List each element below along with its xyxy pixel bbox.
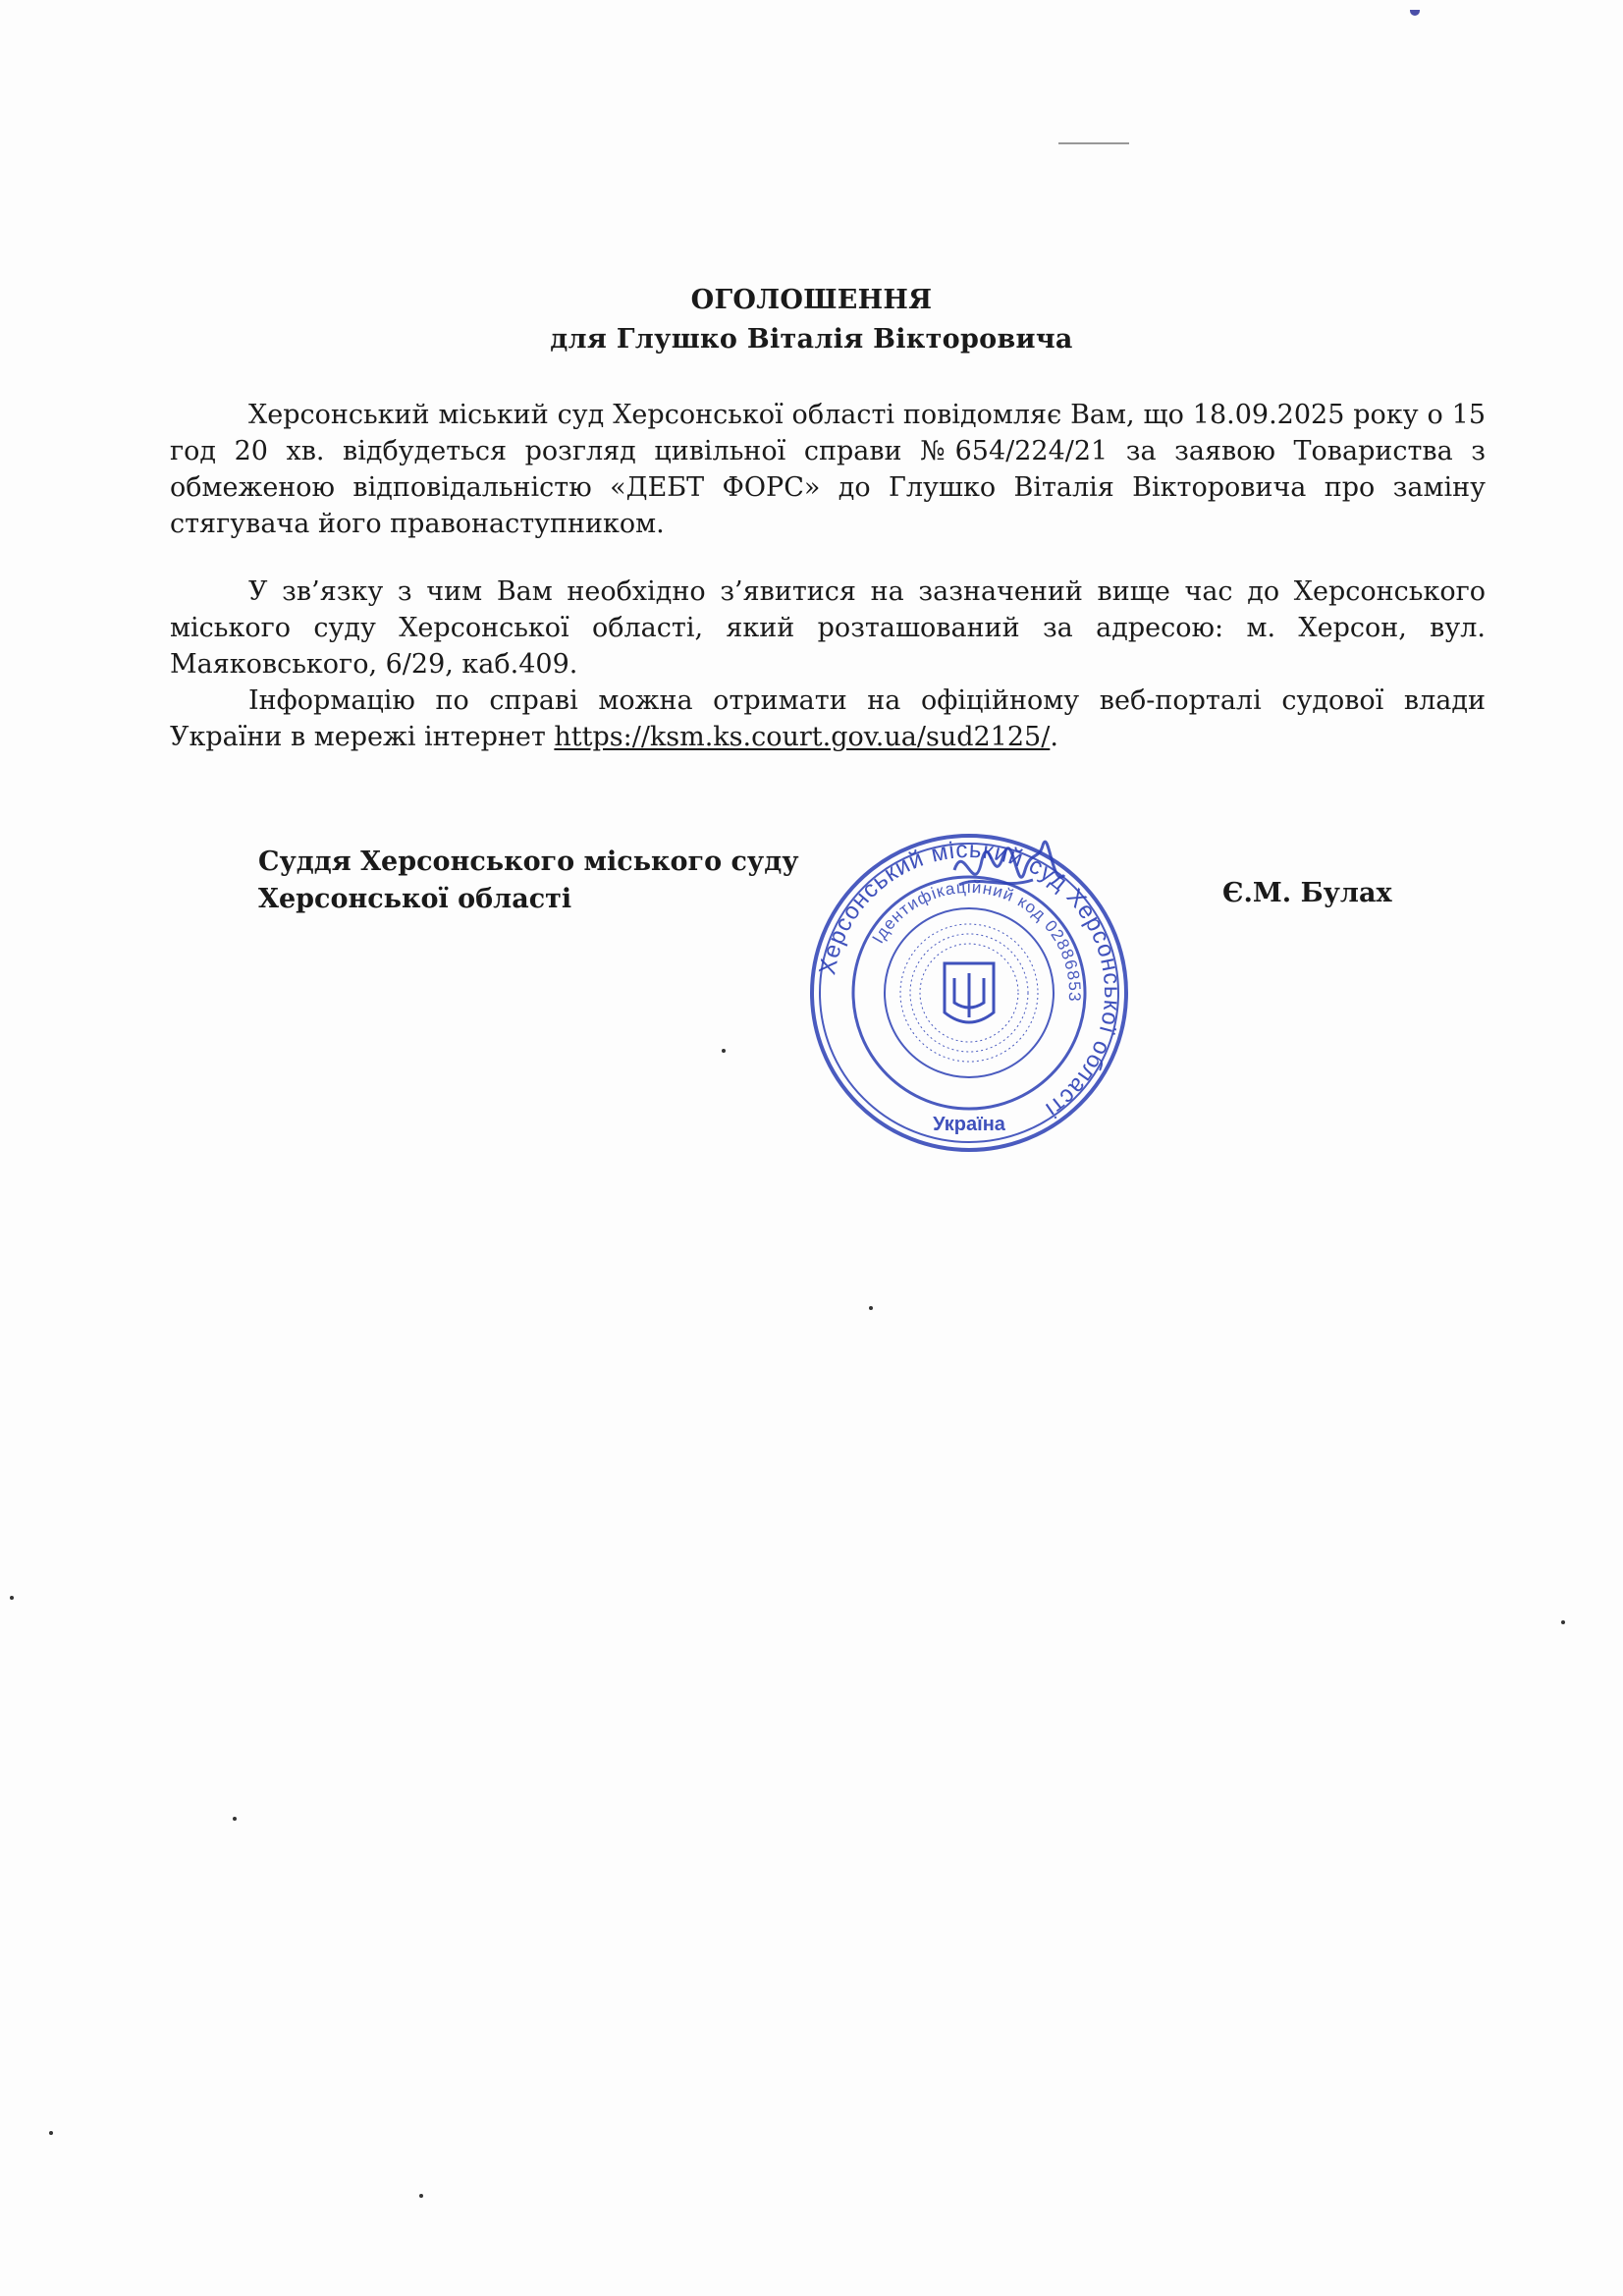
signature-title-line2: Херсонської області [258, 884, 572, 914]
scan-dot [233, 1817, 237, 1821]
scan-dot [722, 1049, 726, 1053]
paragraph-info [170, 683, 1486, 755]
seal-bottom-text: Україна [933, 1114, 1005, 1135]
scan-dot [49, 2131, 53, 2135]
court-seal [807, 831, 1131, 1155]
paragraph-appearance: У зв’язку з чим Вам необхідно з’явитися на зазначений вище час до Херсонського міського суду Херсонської області, який розташований за адресою: м. Херсон, вул. Маяковського, 6/29, каб.409. [170, 576, 1486, 680]
svg-text:Ідентифікаційний код 02886853 [869, 878, 1085, 1003]
court-seal-graphic [807, 831, 1131, 1155]
signature-name: Є.М. Булах [1222, 878, 1392, 908]
seal-inner-text: Ідентифікаційний код 02886853 [868, 877, 1085, 1003]
seal-outer-text: Херсонський міський суд Херсонської області [814, 836, 1126, 1123]
court-portal-link[interactable]: https://ksm.ks.court.gov.ua/sud2125/ [554, 722, 1051, 752]
paragraph-info-end: . [1050, 722, 1058, 752]
scan-artifact [1058, 142, 1129, 144]
document-title: ОГОЛОШЕННЯ [690, 285, 933, 315]
signature-title-line1: Суддя Херсонського міського суду [258, 847, 799, 877]
scan-dot [1561, 1620, 1565, 1624]
scan-dot [869, 1306, 873, 1310]
paragraph-hearing-notice: Херсонський міський суд Херсонської області повідомляє Вам, що 18.09.2025 року о 15 год 20 хв. відбудеться розгляд цивільної справи №654/224/21 за заявою Товариства з обмеженою відповідальністю «ДЕБТ ФОРС» до Глушко Віталія Вікторовича про заміну стягувача його правонаступником. [170, 400, 1486, 539]
trident-icon [945, 963, 994, 1022]
scan-dot [419, 2194, 423, 2198]
scan-artifact [1410, 10, 1420, 16]
document-subtitle: для Глушко Віталія Вікторовича [550, 324, 1073, 355]
paragraph-info-text: Інформацію по справі можна отримати на офіційному веб-порталі судової влади України в мережі інтернет [170, 685, 1486, 752]
scan-dot [10, 1596, 14, 1600]
